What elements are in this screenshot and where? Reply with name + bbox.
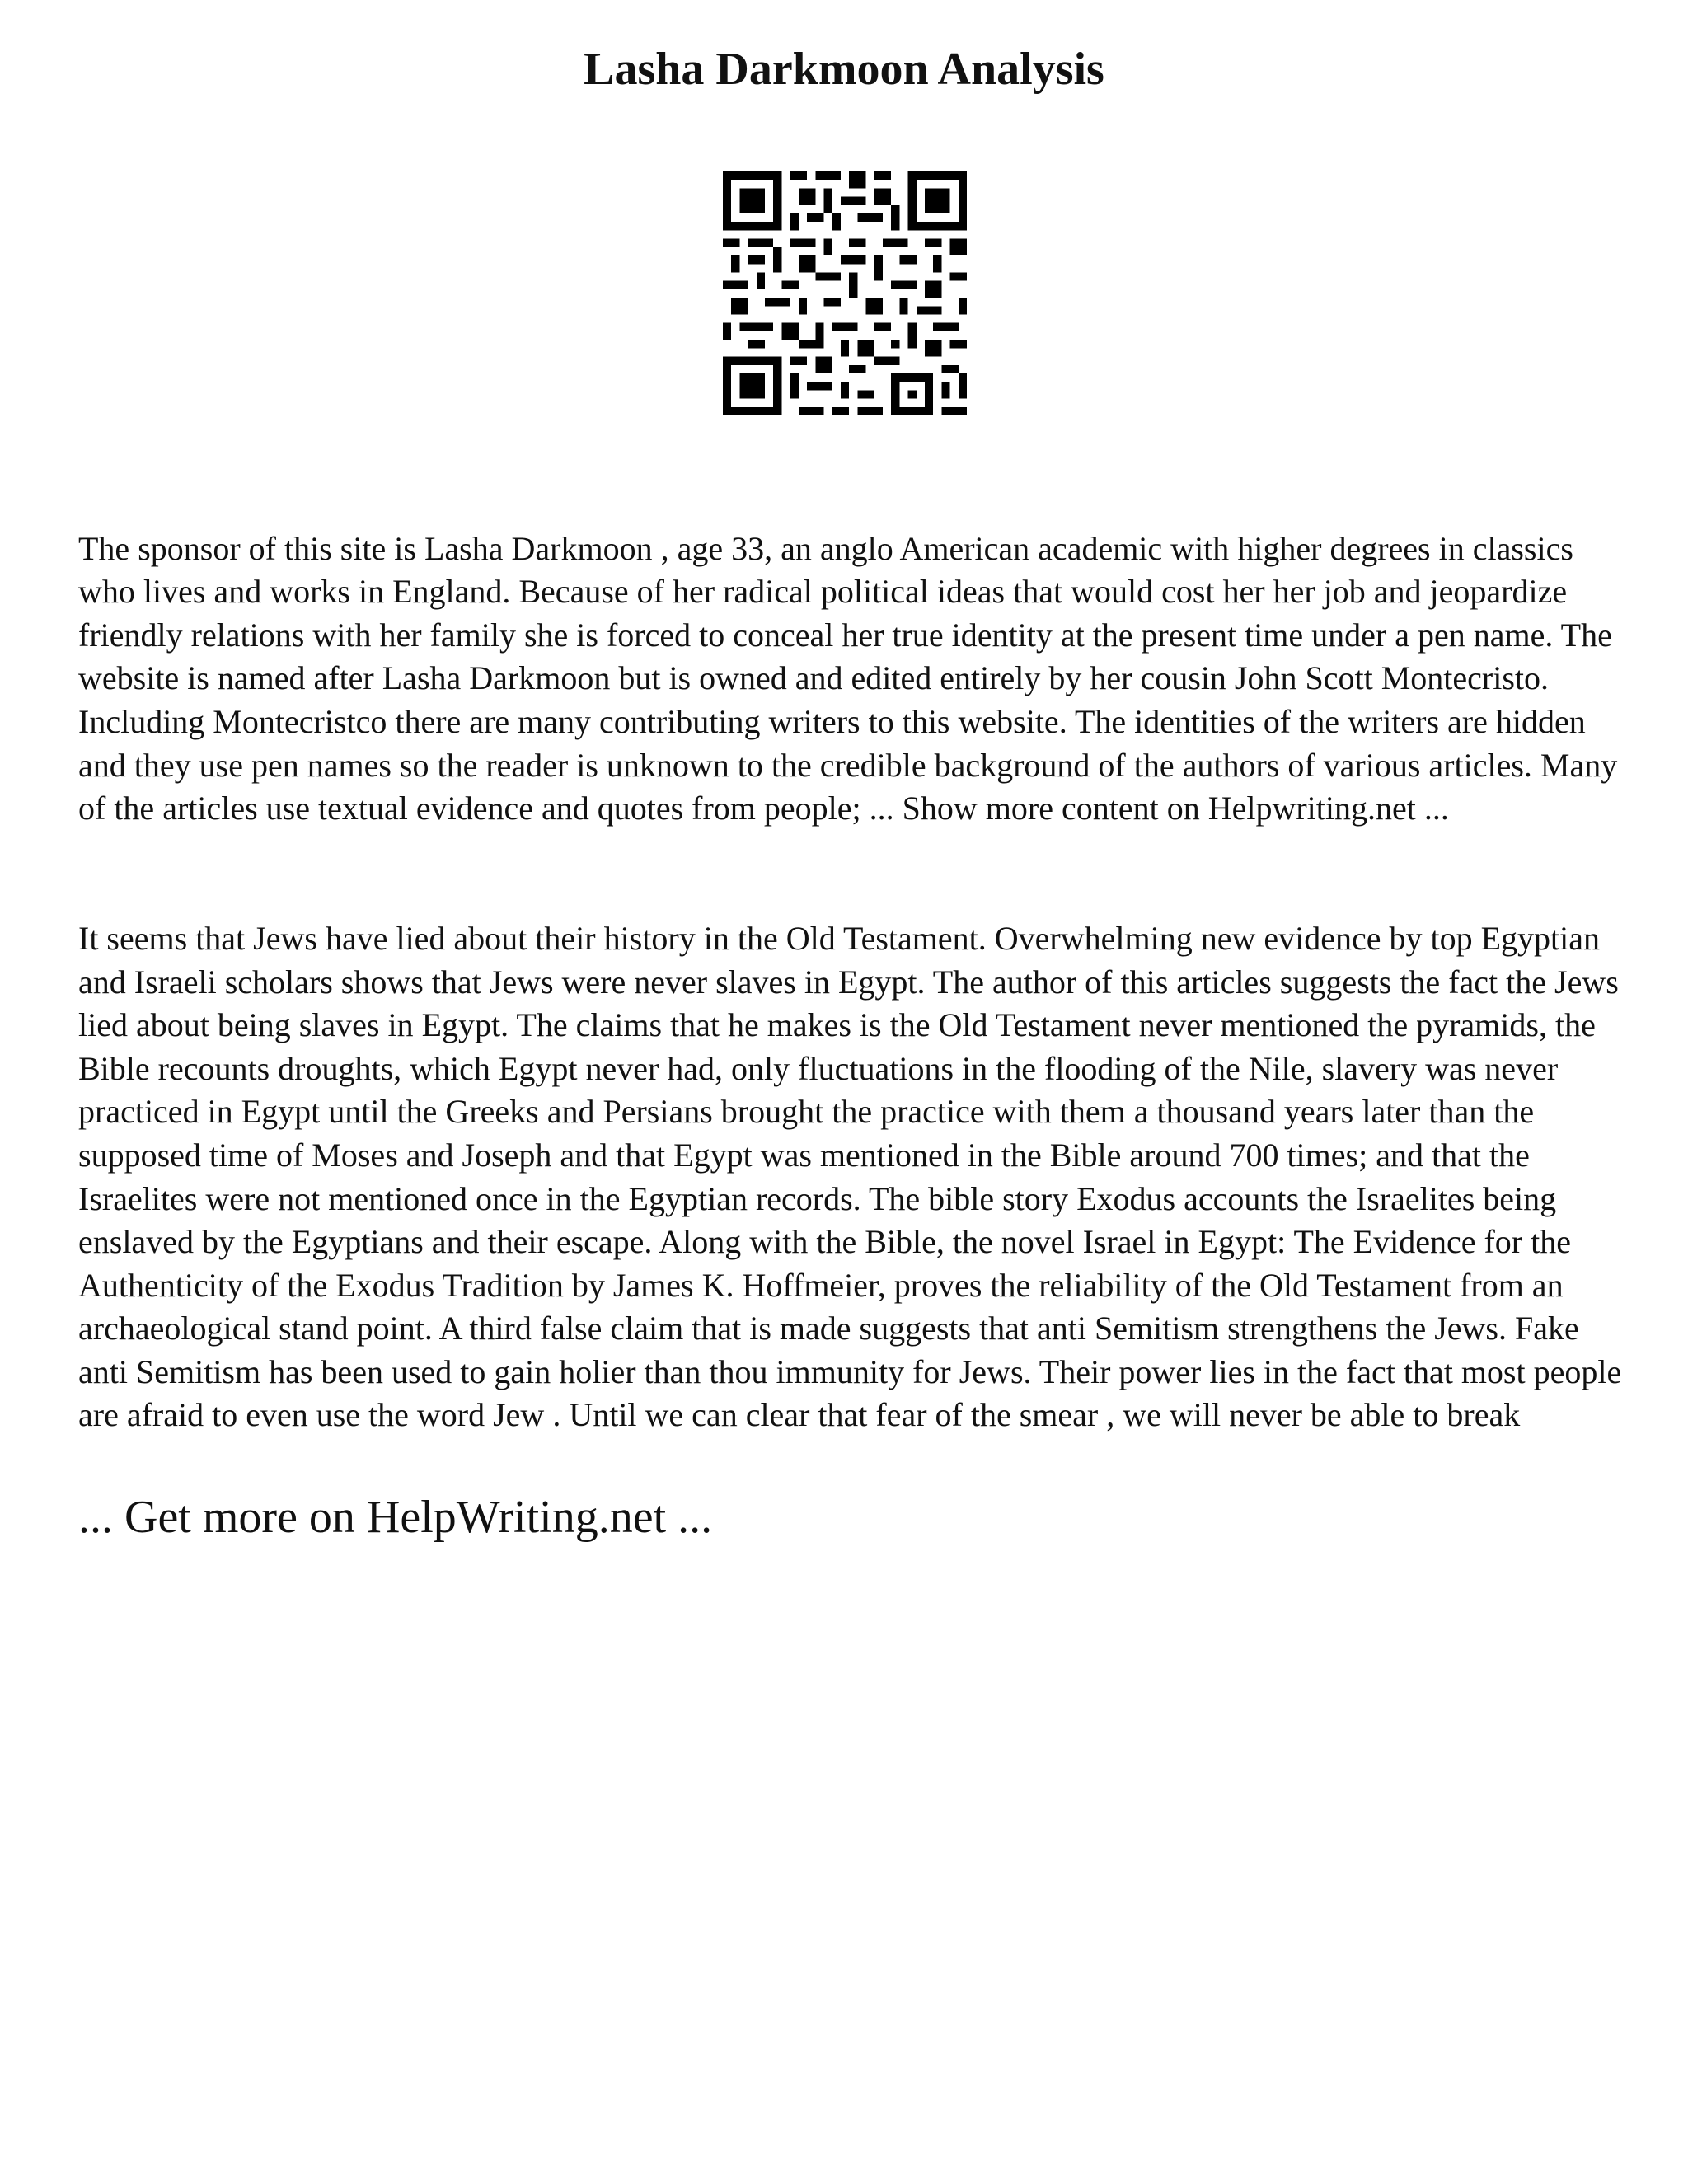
paragraph-1: The sponsor of this site is Lasha Darkmoon , age 33, an anglo American academic with higher degrees in classics who lives and works in England. Because of her radical political ideas that would cost her her job and jeopardize friendly relations with her family she is forced to conceal her true identity at the present time under a pen name. The website is named after Lasha Darkmoon but is owned and edited entirely by her cousin John Scott Montecristo. Including Montecristco there are many contributing writers to this website. The identities of the writers are hidden and they use pen names so the reader is unknown to the credible background of the authors of various articles. Many of the articles use textual evidence and quotes from people; ... Show more content on Helpwriting.net ...: [78, 529, 1618, 827]
paragraph-2: It seems that Jews have lied about their history in the Old Testament. Overwhelming new evidence by top Egyptian and Israeli scholars shows that Jews were never slaves in Egypt. The author of this articles suggests the fact the Jews lied about being slaves in Egypt. The claims that he makes is the Old Testament never mentioned the pyramids, the Bible recounts droughts, which Egypt never had, only fluctuations in the flooding of the Nile, slavery was never practiced in Egypt until the Greeks and Persians brought the practice with them a thousand years later than the supposed time of Moses and Joseph and that Egypt was mentioned in the Bible around 700 times; and that the Israelites were not mentioned once in the Egyptian records. The bible story Exodus accounts the Israelites being enslaved by the Egyptians and their escape. Along with the Bible, the novel Israel in Egypt: The Evidence for the Authenticity of the Exodus Tradition by James K. Hoffmeier, proves the reliability of the Old Testament from an archaeological stand point. A third false claim that is made suggests that anti Semitism strengthens the Jews. Fake anti Semitism has been used to gain holier than thou immunity for Jews. Their power lies in the fact that most people are afraid to even use the word Jew . Until we can clear that fear of the smear , we will never be able to break: [78, 919, 1622, 1434]
article-body: [78, 484, 1628, 1437]
page-title: Lasha Darkmoon Analysis: [584, 44, 1104, 95]
qr-code[interactable]: [723, 171, 967, 415]
qr-code-icon: [723, 171, 967, 415]
get-more-link[interactable]: ... Get more on HelpWriting.net ...: [78, 1492, 713, 1543]
